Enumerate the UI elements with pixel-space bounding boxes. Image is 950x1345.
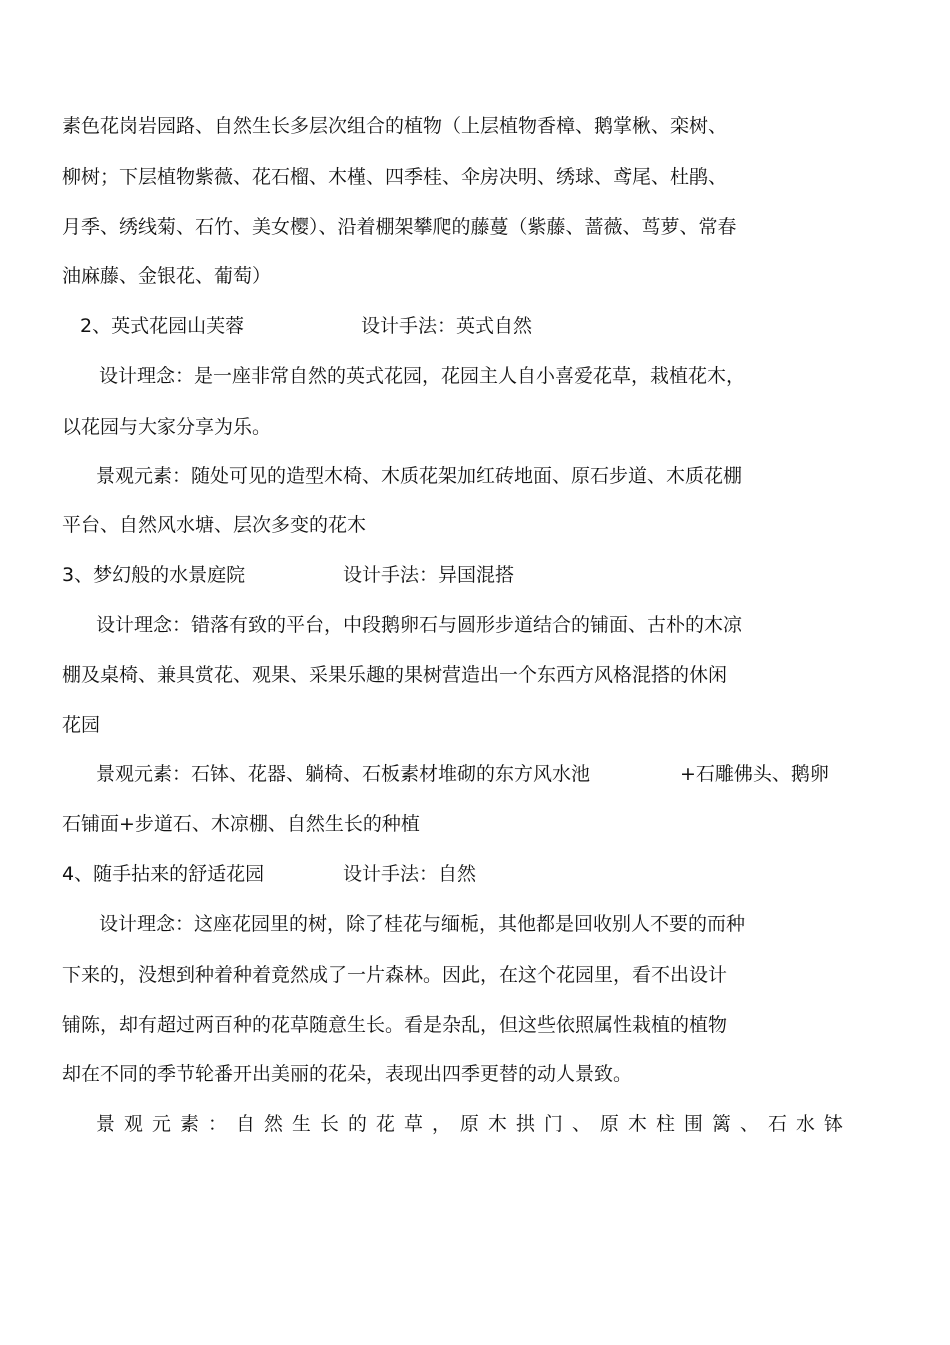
text-segment: 景观元素：随处可见的造型木椅、木质花架加红砖地面、原石步道、木质花棚 bbox=[96, 465, 743, 487]
text-segment: 素色花岗岩园路、自然生长多层次组合的植物（上层植物香樟、鹅掌楸、栾树、 bbox=[62, 115, 728, 137]
text-segment: 铺陈，却有超过两百种的花草随意生长。看是杂乱，但这些依照属性栽植的植物 bbox=[62, 1014, 728, 1036]
text-segment: 设计理念：这座花园里的树，除了桂花与缅栀，其他都是回收别人不要的而种 bbox=[99, 913, 746, 935]
text-segment: 下来的，没想到种着种着竟然成了一片森林。因此，在这个花园里，看不出设计 bbox=[62, 964, 728, 986]
design-method: 设计手法：异国混搭 bbox=[343, 564, 515, 586]
text-segment: 柳树；下层植物紫薇、花石榴、木槿、四季桂、伞房决明、绣球、鸢尾、杜鹃、 bbox=[62, 166, 728, 188]
text-segment: 月季、绣线菊、石竹、美女樱）、沿着棚架攀爬的藤蔓（紫藤、蔷薇、茑萝、常春 bbox=[62, 216, 737, 238]
text-segment: 以花园与大家分享为乐。 bbox=[62, 416, 272, 438]
text-segment: 花园 bbox=[62, 714, 101, 736]
section-title: 4、随手拈来的舒适花园 bbox=[62, 863, 265, 885]
text-segment: 油麻藤、金银花、葡萄） bbox=[62, 265, 272, 287]
section-title: 2、英式花园山芙蓉 bbox=[80, 315, 245, 337]
text-segment: 却在不同的季节轮番开出美丽的花朵，表现出四季更替的动人景致。 bbox=[62, 1063, 633, 1085]
text-segment: +石雕佛头、鹅卵 bbox=[680, 763, 829, 785]
section-title: 3、梦幻般的水景庭院 bbox=[62, 564, 246, 586]
text-segment: 棚及桌椅、兼具赏花、观果、采果乐趣的果树营造出一个东西方风格混搭的休闲 bbox=[62, 664, 728, 686]
text-segment: 景观元素：石钵、花器、躺椅、石板素材堆砌的东方风水池 bbox=[96, 763, 591, 785]
text-segment: 石铺面+步道石、木凉棚、自然生长的种植 bbox=[62, 813, 420, 835]
design-method: 设计手法：自然 bbox=[343, 863, 477, 885]
design-method: 设计手法：英式自然 bbox=[361, 315, 533, 337]
text-segment: 设计理念：是一座非常自然的英式花园，花园主人自小喜爱花草，栽植花木， bbox=[99, 365, 746, 387]
text-segment: 平台、自然风水塘、层次多变的花木 bbox=[62, 514, 367, 536]
text-segment: 景观元素：自然生长的花草，原木拱门、原木柱围篱、石水钵 bbox=[96, 1113, 853, 1135]
text-segment: 设计理念：错落有致的平台，中段鹅卵石与圆形步道结合的铺面、古朴的木凉 bbox=[96, 614, 743, 636]
